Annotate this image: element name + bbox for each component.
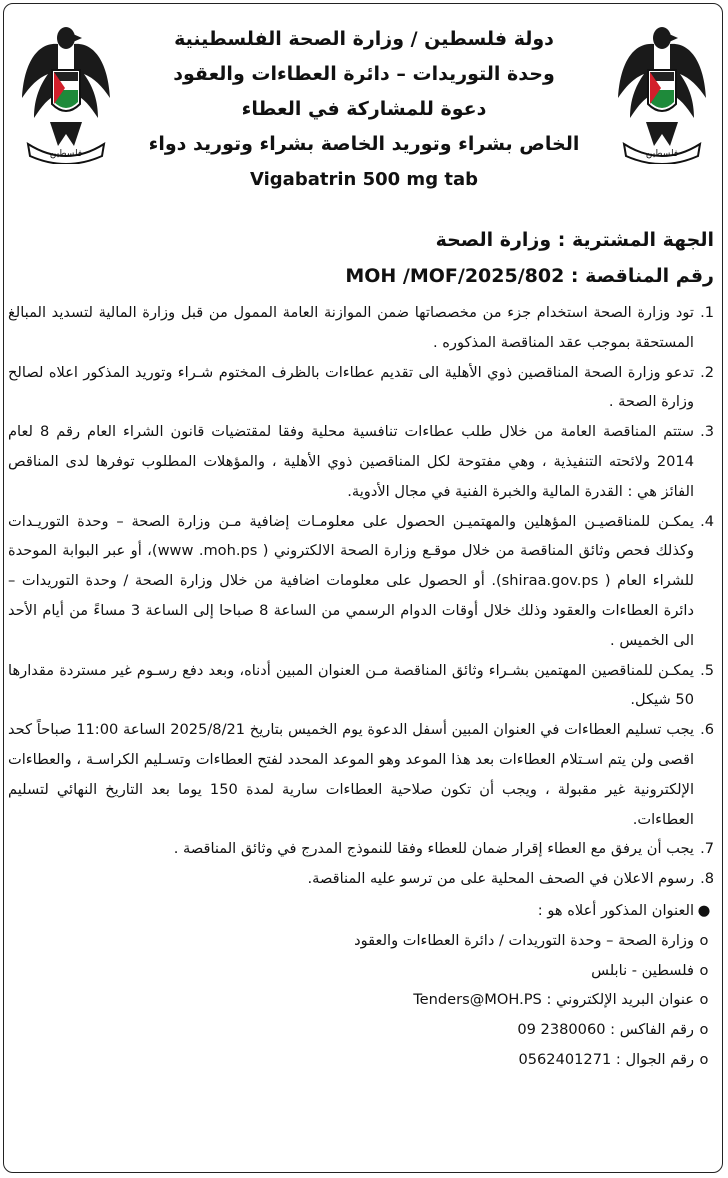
- header-ministry: دولة فلسطين / وزارة الصحة الفلسطينية: [174, 28, 554, 50]
- paragraph-text: تدعو وزارة الصحة المناقصين ذوي الأهلية الى تقديم عطاءات بالظرف المختوم شـراء وتوريد المذكور اعلاه لصالح وزارة الصحة .: [8, 363, 694, 411]
- circle-bullet-icon: o: [699, 961, 709, 979]
- paragraph-1: [8, 298, 714, 358]
- address-line: [8, 1045, 714, 1075]
- tender-number-line: [24, 258, 714, 294]
- buyer-line: [24, 222, 714, 258]
- paragraph-number: 3.: [700, 423, 714, 441]
- header-drug-name: Vigabatrin 500 mg tab: [250, 169, 478, 190]
- header-invitation: دعوة للمشاركة في العطاء: [241, 98, 487, 120]
- buyer-label: الجهة المشترية :: [551, 229, 714, 251]
- address-line: [8, 1015, 714, 1045]
- circle-bullet-icon: o: [699, 1021, 709, 1039]
- paragraph-number: 8.: [700, 870, 714, 888]
- address-email[interactable]: عنوان البريد الإلكتروني : Tenders@MOH.PS: [413, 991, 694, 1009]
- emblem-label: فلسطين: [49, 149, 83, 159]
- buyer-value: وزارة الصحة: [435, 229, 552, 251]
- paragraph-3: [8, 417, 714, 506]
- paragraph-8: [8, 864, 714, 894]
- paragraph-text: تود وزارة الصحة استخدام جزء من مخصصاتها ضمن الموازنة العامة الممول من قبل وزارة المالية لتسديد المبالغ المستحقة بموجب عقد المناقصة المذكوره .: [8, 304, 694, 351]
- paragraph-number: 5.: [700, 661, 714, 679]
- emblem-label: فلسطين: [645, 149, 679, 159]
- paragraph-7: [8, 834, 714, 864]
- address-title: [8, 896, 714, 926]
- header-subject: الخاص بشراء وتوريد الخاصة بشراء وتوريد دواء: [148, 133, 580, 155]
- address-line: [8, 926, 714, 956]
- paragraph-6: [8, 715, 714, 834]
- paragraph-number: 4.: [700, 512, 714, 530]
- address-fax: رقم الفاكس : 2380060 09: [517, 1021, 694, 1039]
- paragraph-number: 2.: [700, 363, 714, 381]
- paragraph-number: 7.: [700, 840, 714, 858]
- paragraph-2: [8, 358, 714, 418]
- palestine-eagle-emblem-icon: [18, 22, 114, 164]
- circle-bullet-icon: o: [699, 931, 709, 949]
- paragraph-number: 1.: [700, 304, 714, 321]
- paragraph-text: يجب تسليم العطاءات في العنوان المبين أسفل الدعوة يوم الخميس بتاريخ 2025/8/21 الساعة 11:00 صباحاً كحد اقصى ولن يتم اسـتلام العطاءات بعد هذا الموعد وهو الموعد المحدد لفتح العطاءات وتسـليم الكراسـة ، والعطاءات الإلكترونية غير مقبولة ، ويجب أن تكون صلاحية العطاءات سارية لمدة 150 يوما بعد التاريخ النهائي لتسليم العطاءات.: [8, 721, 695, 828]
- address-mobile: رقم الجوال : 0562401271: [518, 1050, 694, 1068]
- paragraph-4: [8, 507, 714, 656]
- header-unit: وحدة التوريدات – دائرة العطاءات والعقود: [173, 63, 555, 85]
- address-city: فلسطين - نابلس: [591, 961, 694, 979]
- paragraph-text: يمكـن للمناقصيـن المؤهلين والمهتميـن الحصول على معلومـات إضافية مـن وزارة الصحة – وحدة التوريـدات وكذلك فحص وثائق المناقصة من خلال موقـع وزارة الصحة الالكتروني ( www .moh.ps)، أو عبر البوابة الموحدة للشراء العام ( shiraa.gov.ps). أو الحصول على معلومات اضافية من خلال وزارة الصحة / وحدة التوريدات – دائرة العطاءات والعقود وذلك خلال أوقات الدوام الرسمي من الساعة 8 صباحا إلى الساعة 3 مساءً من أيام الأحد الى الخميس .: [8, 512, 694, 649]
- tender-number-label: رقم المناقصة :: [564, 265, 714, 287]
- address-line: [8, 985, 714, 1015]
- paragraph-number: 6.: [700, 721, 714, 739]
- tender-number-value: MOH /MOF/2025/802: [345, 265, 565, 287]
- address-line: [8, 956, 714, 986]
- paragraph-text: ستتم المناقصة العامة من خلال طلب عطاءات تنافسية محلية وفقا لمقتضيات قانون الشراء العام رقم 8 لعام 2014 ولائحته التنفيذية ، وهي مفتوحة لكل المناقصين ذوي الأهلية ، والمؤهلات المطلوب توفرها لدى المناقص الفائز هي : القدرة المالية والخبرة الفنية في مجال الأدوية.: [8, 423, 694, 500]
- circle-bullet-icon: o: [699, 1050, 709, 1068]
- address-title-text: العنوان المذكور أعلاه هو :: [537, 901, 694, 919]
- document-header: [140, 22, 588, 197]
- paragraph-text: رسوم الاعلان في الصحف المحلية على من ترسو عليه المناقصة.: [307, 870, 694, 888]
- palestine-eagle-emblem-icon: [614, 22, 710, 164]
- tender-meta: [24, 222, 714, 294]
- circle-bullet-icon: o: [699, 991, 709, 1009]
- address-ministry: وزارة الصحة – وحدة التوريدات / دائرة العطاءات والعقود: [354, 931, 694, 949]
- paragraph-text: يجب أن يرفق مع العطاء إقرار ضمان للعطاء وفقا للنموذج المدرج في وثائق المناقصة .: [173, 840, 694, 858]
- document-body: [8, 298, 714, 1075]
- paragraph-text: يمكـن للمناقصين المهتمين بشـراء وثائق المناقصة مـن العنوان المبين أدناه، وبعد دفع رسـوم غير مستردة مقدارها 50 شيكل.: [8, 661, 694, 709]
- bullet-icon: ●: [697, 901, 711, 919]
- paragraph-5: [8, 656, 714, 716]
